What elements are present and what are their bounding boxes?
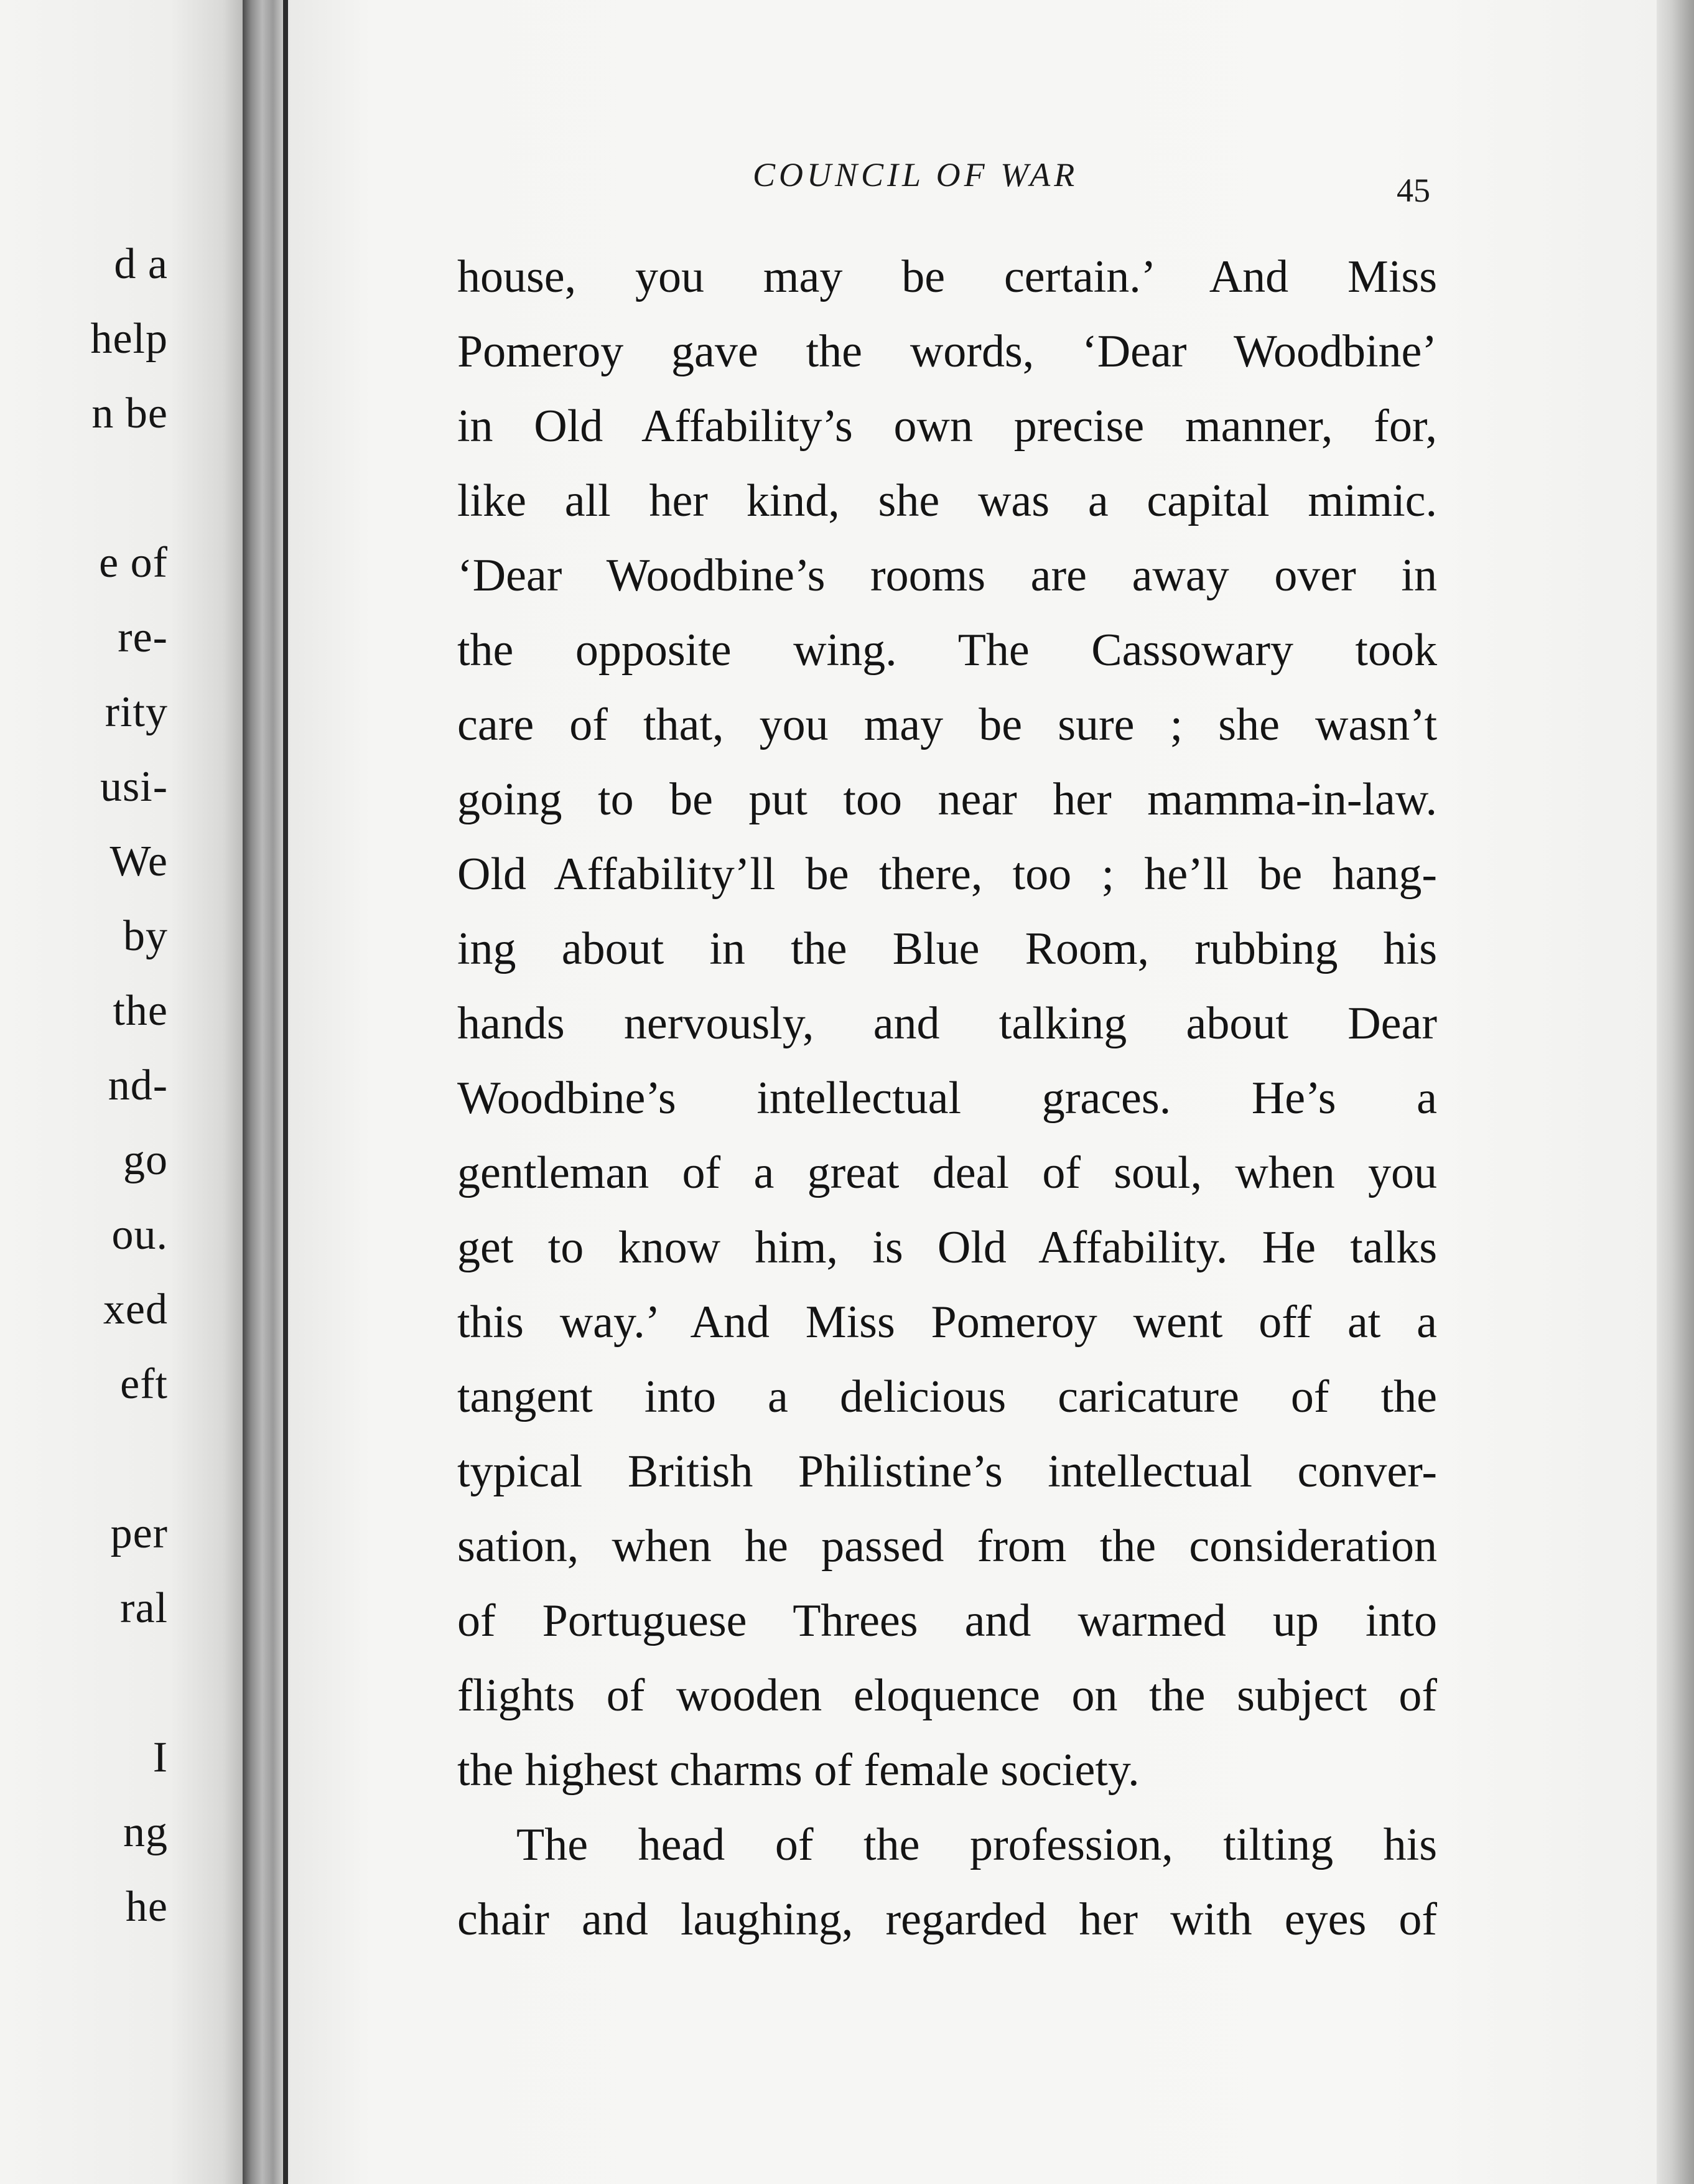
text-line: this way.’ And Miss Pomeroy went off at a (457, 1297, 1437, 1348)
gutter-shadow (283, 0, 288, 2184)
text-line: Old Affability’ll be there, too ; he’ll be hang- (457, 849, 1437, 900)
left-page-fragment: he (125, 1883, 168, 1931)
left-page-fragment: ou. (111, 1211, 168, 1259)
left-page-fragment: e of (99, 539, 168, 587)
text-line: of Portuguese Threes and warmed up into (457, 1595, 1437, 1646)
text-line: The head of the profession, tilting his (516, 1819, 1437, 1870)
text-line: ing about in the Blue Room, rubbing his (457, 923, 1437, 974)
left-page-fragment: the (113, 987, 168, 1035)
left-page-fragment: by (123, 912, 168, 960)
text-line: in Old Affability’s own precise manner, for, (457, 401, 1437, 452)
left-page-fragment: rity (105, 688, 168, 736)
left-page-fragment: I (152, 1734, 168, 1781)
text-line: gentleman of a great deal of soul, when you (457, 1147, 1437, 1198)
text-line: Pomeroy gave the words, ‘Dear Woodbine’ (457, 326, 1437, 377)
left-page-fragment: usi- (100, 763, 168, 811)
left-page-fragment: ng (123, 1808, 168, 1856)
text-line: chair and laughing, regarded her with eyes of (457, 1894, 1437, 1945)
book-gutter (243, 0, 286, 2184)
text-line: flights of wooden eloquence on the subject of (457, 1670, 1437, 1721)
text-line: Woodbine’s intellectual graces. He’s a (457, 1073, 1437, 1124)
text-line: typical British Philistine’s intellectual conver- (457, 1446, 1437, 1497)
left-page-fragment: d a (114, 240, 168, 288)
running-head: COUNCIL OF WAR (753, 156, 1079, 194)
left-page-fragment: nd- (108, 1062, 168, 1109)
left-page-fragment: ral (120, 1584, 168, 1632)
text-line: like all her kind, she was a capital mimic. (457, 475, 1437, 526)
text-line: get to know him, is Old Affability. He talks (457, 1222, 1437, 1273)
left-page-fragment: go (123, 1136, 168, 1184)
left-page-fragment: re- (118, 614, 168, 661)
left-page-fragment: xed (103, 1286, 168, 1333)
left-page-fragment: We (109, 838, 168, 885)
left-page-fragment: per (110, 1510, 168, 1557)
body-text (457, 240, 1437, 1957)
page-number: 45 (1397, 172, 1430, 209)
text-line: care of that, you may be sure ; she wasn’t (457, 699, 1437, 750)
text-line: going to be put too near her mamma-in-law. (457, 774, 1437, 825)
page-edge-shadow (1657, 0, 1694, 2184)
text-line: the highest charms of female society. (457, 1745, 1140, 1796)
text-line: ‘Dear Woodbine’s rooms are away over in (457, 550, 1437, 601)
text-line: hands nervously, and talking about Dear (457, 998, 1437, 1049)
left-page-fragment: eft (120, 1360, 168, 1408)
left-facing-page (0, 0, 243, 2184)
left-page-fragment: help (90, 315, 168, 363)
text-line: tangent into a delicious caricature of the (457, 1371, 1437, 1422)
text-line: sation, when he passed from the consideration (457, 1521, 1437, 1572)
text-line: the opposite wing. The Cassowary took (457, 625, 1437, 676)
text-line: house, you may be certain.’ And Miss (457, 251, 1437, 302)
left-page-fragment: n be (91, 390, 168, 437)
